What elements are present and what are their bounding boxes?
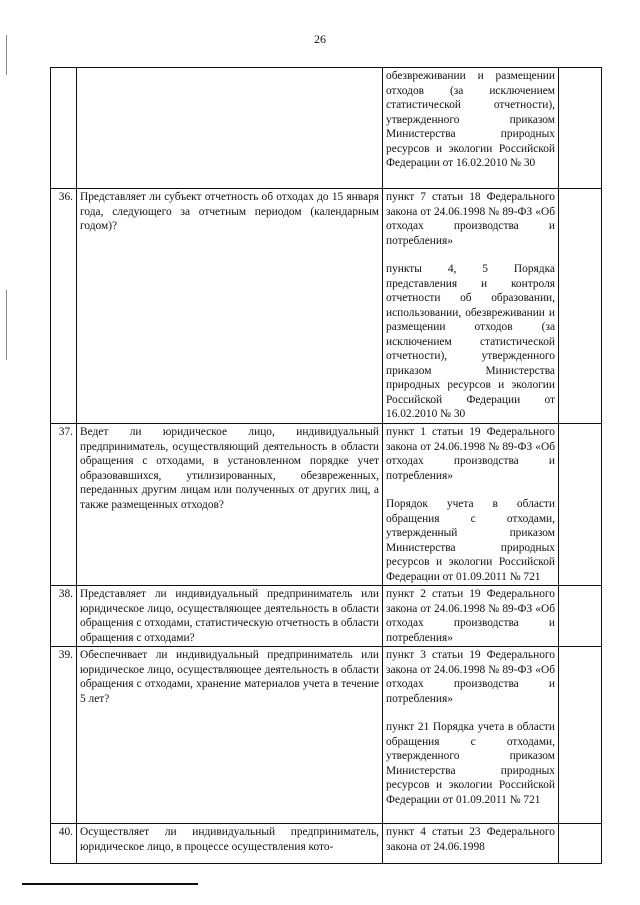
- footnote-separator: [22, 883, 198, 885]
- legal-reference: Порядок учета в области обращения с отходами, утвержденный приказом Министерства природных ресурсов и экологии Российской Федерации от 01.09.2011 № 721: [386, 498, 555, 583]
- legal-reference: пункты 4, 5 Порядка представления и контроля отчетности об образовании, использовании, обезвреживании и размещении отходов (за исключением статистической отчетности), утвержденного приказом Министерства природных ресурсов и экологии Российской Федерации от 16.02.2010 № 30: [386, 263, 555, 420]
- row-number: 37.: [51, 424, 77, 586]
- legal-reference: пункт 21 Порядка учета в области обращения с отходами, утвержденного приказом Министерства природных ресурсов и экологии Российской Федерации от 01.09.2011 № 721: [386, 721, 555, 806]
- answer-cell: [559, 647, 602, 824]
- requirement-question: [77, 68, 383, 189]
- requirement-question: Представляет ли субъект отчетность об отходах до 15 января года, следующего за отчетным периодом (календарным годом)?: [77, 189, 383, 424]
- table-row: [51, 824, 602, 864]
- requirement-question: Ведет ли юридическое лицо, индивидуальный предприниматель, осуществляющий деятельность в области обращения с отходами, в установленном порядке учет образовавшихся, утилизированных, обезвреженных, переданных другим лицам или полученных от других лиц, а также размещенных отходов?: [77, 424, 383, 586]
- checklist-table: [50, 67, 602, 864]
- legal-reference: пункт 3 статьи 19 Федерального закона от 24.06.1998 № 89-ФЗ «Об отходах производства и потребления»: [386, 649, 555, 705]
- legal-reference-cell: [383, 68, 559, 189]
- legal-reference: обезвреживании и размещении отходов (за исключением статистической отчетности), утвержденного приказом Министерства природных ресурсов и экологии Российской Федерации от 16.02.2010 № 30: [386, 70, 555, 169]
- table-row: [51, 68, 602, 189]
- checklist-rows: [51, 68, 602, 864]
- row-number: 39.: [51, 647, 77, 824]
- table-row: [51, 647, 602, 824]
- legal-reference: пункт 7 статьи 18 Федерального закона от 24.06.1998 № 89-ФЗ «Об отходах производства и потребления»: [386, 191, 555, 247]
- requirement-question: Осуществляет ли индивидуальный предприниматель, юридическое лицо, в процессе осуществления кото-: [77, 824, 383, 864]
- legal-reference-cell: [383, 189, 559, 424]
- row-number: 40.: [51, 824, 77, 864]
- legal-reference-cell: [383, 424, 559, 586]
- requirement-question: Обеспечивает ли индивидуальный предприниматель или юридическое лицо, осуществляющее деятельность в области обращения с отходами, хранение материалов учета в течение 5 лет?: [77, 647, 383, 824]
- binding-mark: [6, 290, 7, 360]
- binding-mark: [6, 35, 7, 75]
- answer-cell: [559, 824, 602, 864]
- answer-cell: [559, 424, 602, 586]
- legal-reference-cell: [383, 586, 559, 647]
- requirement-question: Представляет ли индивидуальный предприниматель или юридическое лицо, осуществляющее деятельность в области обращения с отходами, статистическую отчетность в области обращения с отходами?: [77, 586, 383, 647]
- table-row: [51, 586, 602, 647]
- answer-cell: [559, 68, 602, 189]
- row-number: [51, 68, 77, 189]
- legal-reference-cell: [383, 647, 559, 824]
- page-number: 26: [314, 32, 326, 46]
- legal-reference: пункт 4 статьи 23 Федерального закона от 24.06.1998: [386, 826, 555, 853]
- answer-cell: [559, 586, 602, 647]
- row-number: 36.: [51, 189, 77, 424]
- row-number: 38.: [51, 586, 77, 647]
- legal-reference-cell: [383, 824, 559, 864]
- table-row: [51, 424, 602, 586]
- legal-reference: пункт 2 статьи 19 Федерального закона от 24.06.1998 № 89-ФЗ «Об отходах производства и потребления»: [386, 588, 555, 644]
- answer-cell: [559, 189, 602, 424]
- table-row: [51, 189, 602, 424]
- legal-reference: пункт 1 статьи 19 Федерального закона от 24.06.1998 № 89-ФЗ «Об отходах производства и потребления»: [386, 426, 555, 482]
